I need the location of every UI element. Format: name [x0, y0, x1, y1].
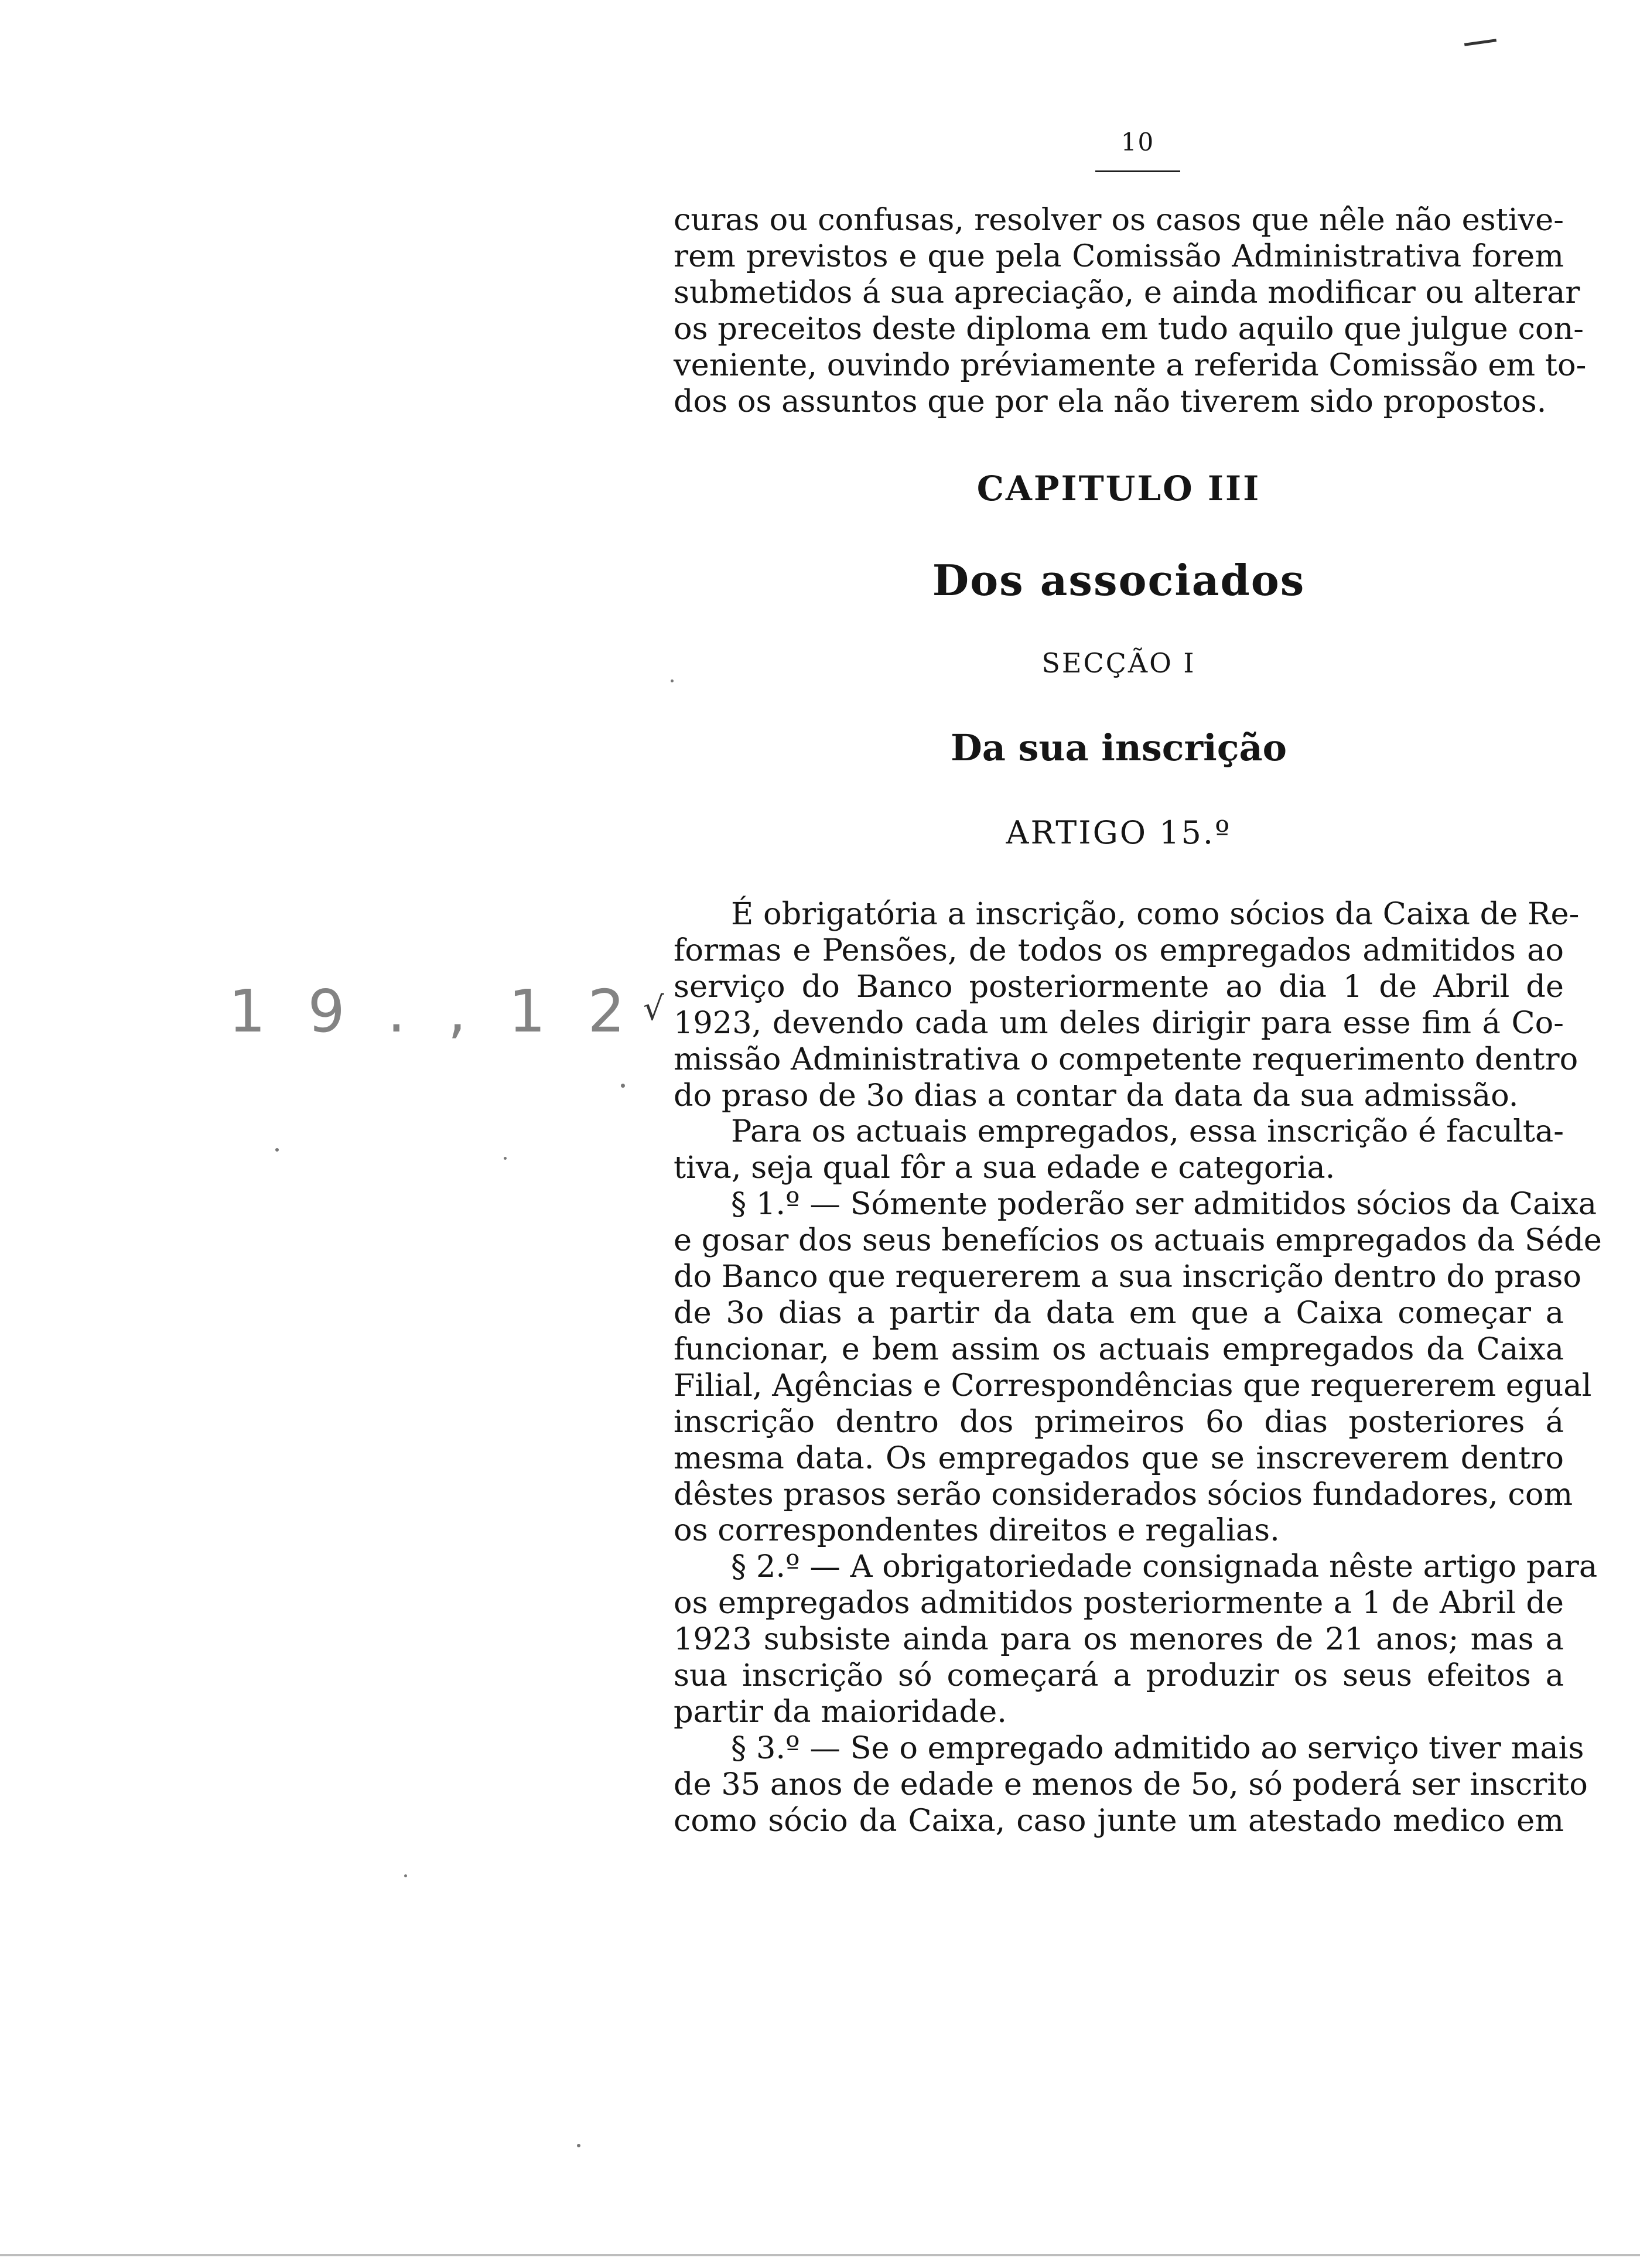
page-number: 10 [1120, 128, 1155, 156]
article-heading: ARTIGO 15.º [1006, 814, 1232, 851]
text-line: mesma data. Os empregados que se inscreverem dentro [674, 1440, 1564, 1476]
text-line: funcionar, e bem assim os actuais empregados da Caixa [674, 1331, 1564, 1367]
text-line: submetidos á sua apreciação, e ainda modificar ou alterar [674, 274, 1580, 310]
chapter-heading: CAPITULO III [976, 469, 1261, 508]
text-line: partir da maioridade. [674, 1693, 1007, 1730]
text-line: 1923 subsiste ainda para os menores de 21 anos; mas a [674, 1621, 1564, 1658]
text-line: os preceitos deste diploma em tudo aquilo que julgue con- [674, 310, 1584, 347]
text-line: 1923, devendo cada um deles dirigir para esse fim á Co- [674, 1005, 1564, 1041]
text-line: § 3.º — Se o empregado admitido ao serviço tiver mais [731, 1730, 1584, 1766]
text-line: rem previstos e que pela Comissão Administrativa forem [674, 238, 1564, 274]
section-title: Da sua inscrição [950, 726, 1287, 769]
text-line: os empregados admitidos posteriormente a 1 de Abril de [674, 1585, 1564, 1621]
margin-check-mark: √ [643, 990, 664, 1028]
scan-speck [504, 1157, 507, 1160]
text-line: § 2.º — A obrigatoriedade consignada nêste artigo para [731, 1549, 1598, 1585]
text-line: missão Administrativa o competente requerimento dentro [674, 1041, 1578, 1077]
text-line: de 3o dias a partir da data em que a Caixa começar a [674, 1294, 1564, 1331]
scan-speck [404, 1874, 407, 1877]
text-line: serviço do Banco posteriormente ao dia 1 de Abril de [674, 968, 1564, 1005]
intro-paragraph [674, 202, 1587, 419]
scan-speck [671, 679, 674, 682]
text-line: do Banco que requererem a sua inscrição dentro do praso [674, 1259, 1581, 1295]
text-line: dêstes prasos serão considerados sócios fundadores, com [674, 1476, 1573, 1512]
text-line: dos os assuntos que por ela não tiverem sido propostos. [674, 383, 1547, 419]
page-bottom-edge [0, 2254, 1640, 2256]
text-line: do praso de 3o dias a contar da data da sua admissão. [674, 1077, 1519, 1113]
scan-speck [621, 1084, 625, 1088]
text-line: veniente, ouvindo préviamente a referida Comissão em to- [674, 347, 1587, 383]
text-line: os correspondentes direitos e regalias. [674, 1512, 1280, 1549]
text-line: É obrigatória a inscrição, como sócios da Caixa de Re- [731, 896, 1580, 932]
corner-mark [1464, 39, 1496, 46]
page-number-rule [1095, 170, 1180, 172]
text-line: e gosar dos seus benefícios os actuais empregados da Séde [674, 1222, 1602, 1259]
chapter-title: Dos associados [932, 555, 1306, 605]
scan-speck [577, 2144, 580, 2147]
text-line: inscrição dentro dos primeiros 6o dias posteriores á [674, 1403, 1564, 1440]
text-line: como sócio da Caixa, caso junte um atestado medico em [674, 1802, 1564, 1839]
text-line: curas ou confusas, resolver os casos que nêle não estive- [674, 202, 1564, 238]
text-line: § 1.º — Sómente poderão ser admitidos sócios da Caixa [731, 1186, 1597, 1222]
handwritten-margin-note: 1 9 . , 1 2 [228, 977, 637, 1046]
text-line: sua inscrição só começará a produzir os seus efeitos a [674, 1658, 1564, 1694]
scan-speck [275, 1148, 279, 1152]
section-heading: SECÇÃO I [1041, 647, 1196, 679]
text-line: formas e Pensões, de todos os empregados admitidos ao [674, 932, 1564, 968]
text-line: tiva, seja qual fôr a sua edade e categoria. [674, 1150, 1335, 1186]
text-line: Filial, Agências e Correspondências que requererem egual [674, 1367, 1592, 1403]
article-body [674, 896, 1602, 1839]
text-line: de 35 anos de edade e menos de 5o, só poderá ser inscrito [674, 1766, 1588, 1802]
text-line: Para os actuais empregados, essa inscrição é faculta- [731, 1113, 1564, 1150]
